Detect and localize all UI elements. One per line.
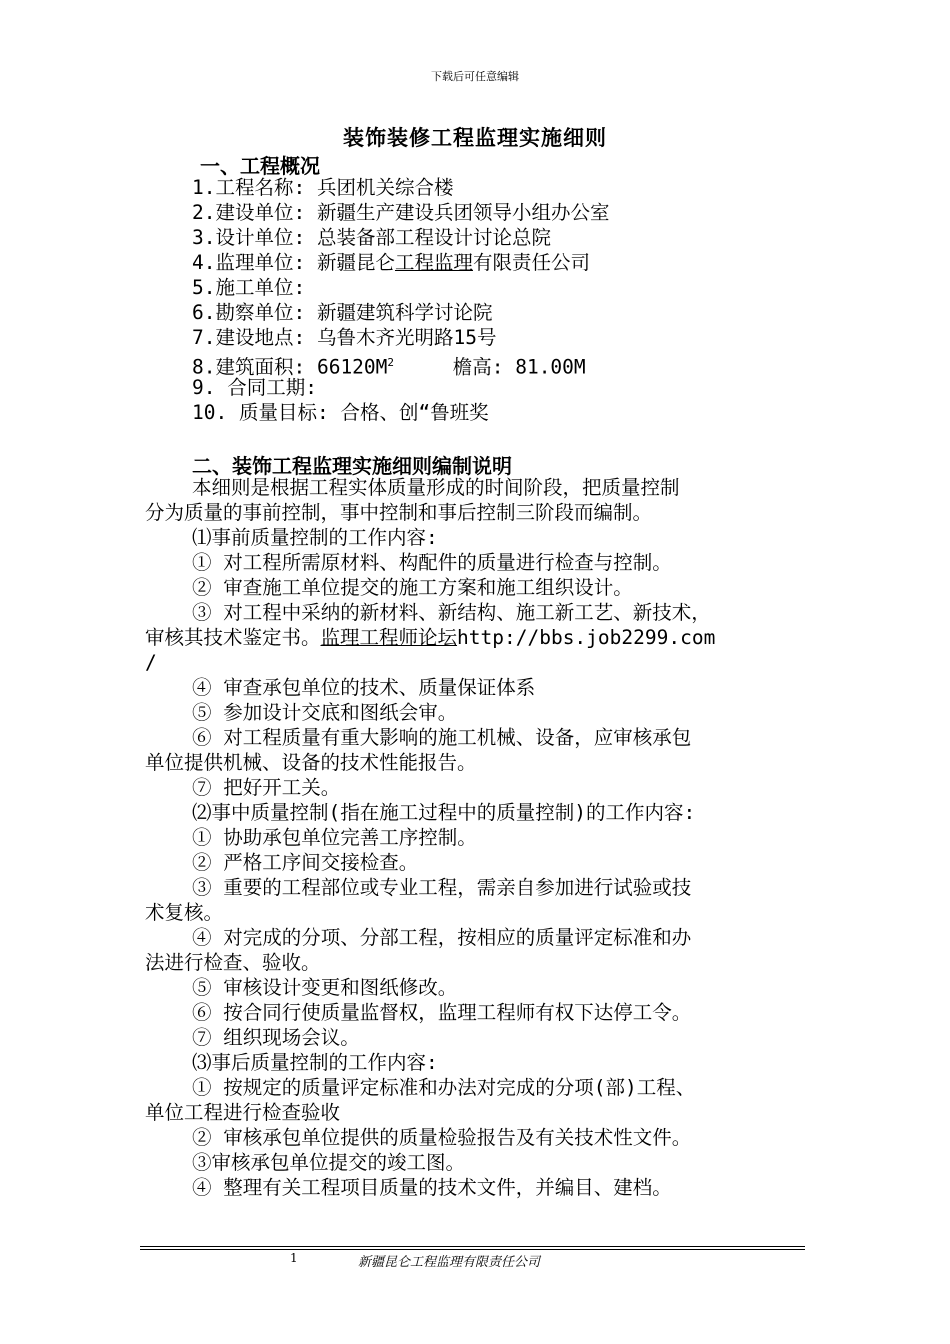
list-item: ⑦ 组织现场会议。 xyxy=(192,1026,360,1049)
footer-company-name: 新疆昆仑工程监理有限责任公司 xyxy=(358,1255,541,1270)
quality-target: 10. 质量目标: 合格、创“鲁班奖 xyxy=(192,401,489,424)
list-item: ② 严格工序间交接检查。 xyxy=(192,851,419,874)
pre-control-heading: ⑴事前质量控制的工作内容: xyxy=(192,526,438,549)
list-item: ④ 审查承包单位的技术、质量保证体系 xyxy=(192,676,536,699)
review-line-prefix: 审核其技术鉴定书。 xyxy=(145,626,321,649)
list-item: ⑤ 审核设计变更和图纸修改。 xyxy=(192,976,458,999)
forum-url: http://bbs.job2299.com xyxy=(457,626,716,649)
url-continuation: / xyxy=(145,651,157,674)
body-line: 本细则是根据工程实体质量形成的时间阶段，把质量控制 xyxy=(192,476,680,499)
list-item-continuation: 术复核。 xyxy=(145,901,224,924)
contract-period: 9. 合同工期: xyxy=(192,376,317,399)
document-title: 装饰装修工程监理实施细则 xyxy=(343,126,607,150)
construction-site: 7.建设地点: 乌鲁木齐光明路15号 xyxy=(192,326,497,349)
footer-page-number: 1 xyxy=(290,1251,298,1265)
list-item: ② 审核承包单位提供的质量检验报告及有关技术性文件。 xyxy=(192,1126,692,1149)
supervision-link[interactable]: 工程监理 xyxy=(394,251,473,274)
review-line xyxy=(145,625,715,650)
list-item: ① 协助承包单位完善工序控制。 xyxy=(192,826,477,849)
survey-unit: 6.勘察单位: 新疆建筑科学讨论院 xyxy=(192,301,493,324)
supervision-unit-suffix: 有限责任公司 xyxy=(472,251,590,274)
list-item: ⑥ 按合同行使质量监督权，监理工程师有权下达停工令。 xyxy=(192,1001,692,1024)
eave-height: 檐高: 81.00M xyxy=(394,355,586,379)
page-header: 下载后可任意编辑 xyxy=(431,70,519,83)
contractor-unit: 5.施工单位: xyxy=(192,276,306,299)
project-name: 1.工程名称: 兵团机关综合楼 xyxy=(192,176,454,199)
section-heading-explanation: 二、装饰工程监理实施细则编制说明 xyxy=(192,454,512,478)
list-item: ④ 整理有关工程项目质量的技术文件，并编目、建档。 xyxy=(192,1176,672,1199)
footer-divider xyxy=(140,1249,805,1250)
list-item-continuation: 单位提供机械、设备的技术性能报告。 xyxy=(145,751,477,774)
in-control-heading: ⑵事中质量控制(指在施工过程中的质量控制)的工作内容: xyxy=(192,801,696,824)
construction-unit: 2.建设单位: 新疆生产建设兵团领导小组办公室 xyxy=(192,201,610,224)
section-heading-overview: 一、工程概况 xyxy=(200,154,320,178)
body-line: 分为质量的事前控制，事中控制和事后控制三阶段而编制。 xyxy=(145,501,653,524)
area-unit-superscript: 2 xyxy=(387,356,395,369)
list-item: ② 审查施工单位提交的施工方案和施工组织设计。 xyxy=(192,576,633,599)
forum-link[interactable]: 监理工程师论坛 xyxy=(320,626,458,649)
list-item: ③审核承包单位提交的竣工图。 xyxy=(192,1151,466,1174)
list-item: ⑥ 对工程质量有重大影响的施工机械、设备，应审核承包 xyxy=(192,726,692,749)
design-unit: 3.设计单位: 总装备部工程设计讨论总院 xyxy=(192,226,551,249)
list-item: ⑦ 把好开工关。 xyxy=(192,776,341,799)
list-item: ① 对工程所需原材料、构配件的质量进行检查与控制。 xyxy=(192,551,672,574)
list-item: ③ 重要的工程部位或专业工程，需亲自参加进行试验或技 xyxy=(192,876,692,899)
list-item-continuation: 法进行检查、验收。 xyxy=(145,951,321,974)
supervision-unit-prefix: 4.监理单位: 新疆昆仑 xyxy=(192,251,395,274)
list-item: ① 按规定的质量评定标准和办法对完成的分项(部)工程、 xyxy=(192,1076,696,1099)
building-area-prefix: 8.建筑面积: 66120M xyxy=(192,355,388,379)
supervision-unit xyxy=(192,250,590,275)
list-item: ⑤ 参加设计交底和图纸会审。 xyxy=(192,701,458,724)
list-item: ③ 对工程中采纳的新材料、新结构、施工新工艺、新技术， xyxy=(192,601,711,624)
list-item-continuation: 单位工程进行检查验收 xyxy=(145,1101,341,1124)
list-item: ④ 对完成的分项、分部工程，按相应的质量评定标准和办 xyxy=(192,926,692,949)
post-control-heading: ⑶事后质量控制的工作内容: xyxy=(192,1051,438,1074)
footer-divider xyxy=(140,1246,805,1247)
